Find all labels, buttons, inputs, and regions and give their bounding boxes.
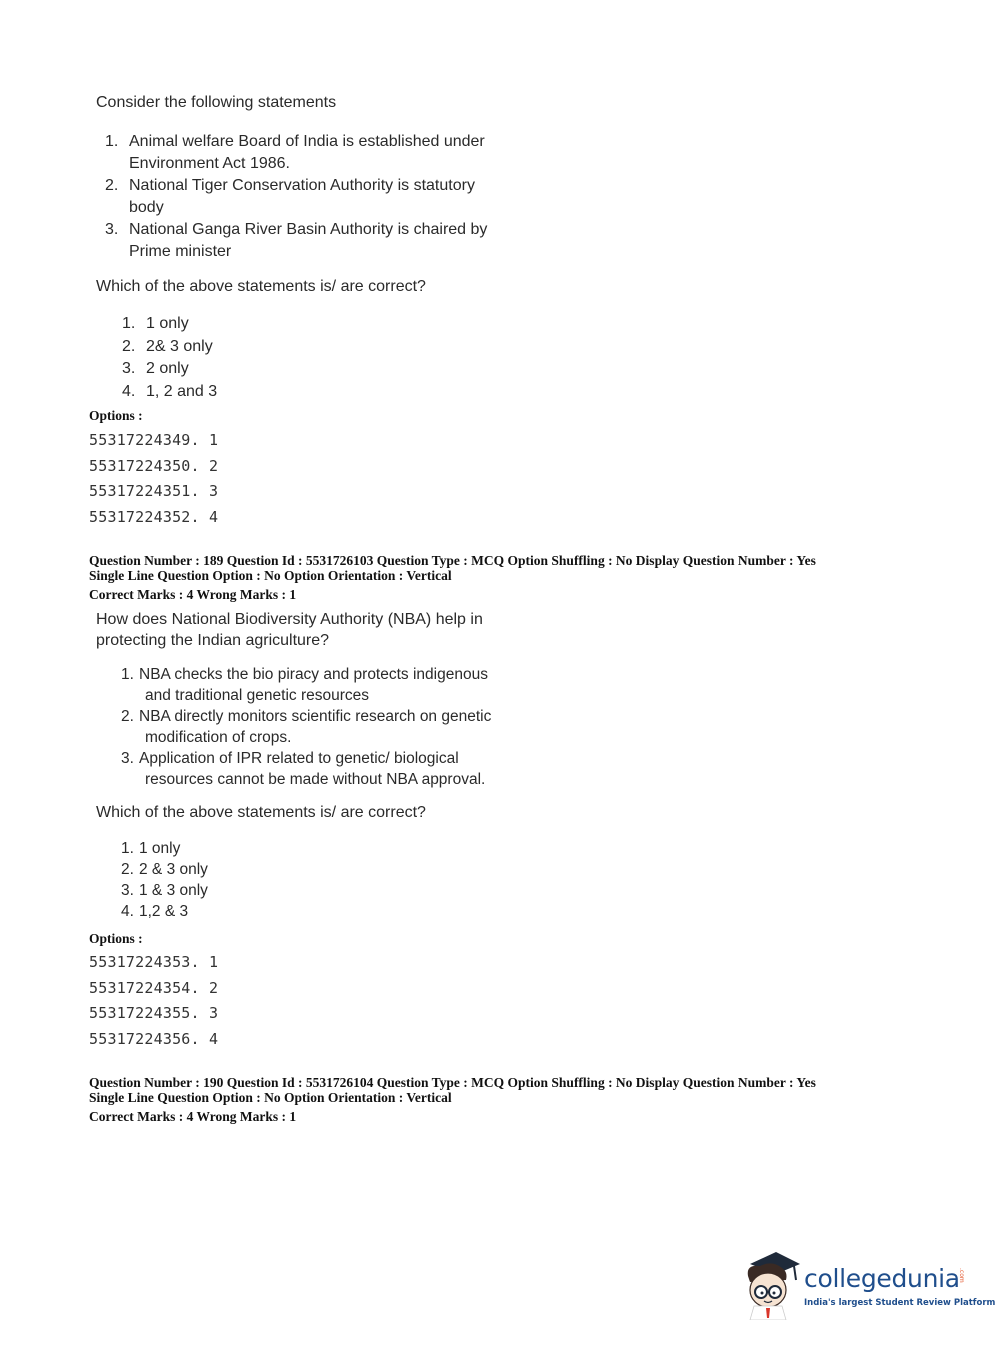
logo-dotcom: .com (958, 1268, 965, 1283)
question-meta-line: Single Line Question Option : No Option Orientation : Vertical (89, 1090, 452, 1105)
list-item-continuation: resources cannot be made without NBA approval. (145, 771, 486, 788)
list-item-continuation: body (129, 199, 164, 216)
question-line: How does National Biodiversity Authority (NBA) help in (96, 611, 483, 628)
list-item-continuation: Environment Act 1986. (129, 155, 290, 172)
option-row: 55317224353. 1 (89, 953, 219, 971)
question-meta-line: Single Line Question Option : No Option Orientation : Vertical (89, 568, 452, 583)
list-item-continuation: and traditional genetic resources (145, 687, 370, 704)
q188-intro: Consider the following statements (96, 94, 337, 111)
q188-statements (105, 131, 487, 263)
logo-tagline: India's largest Student Review Platform (804, 1298, 996, 1308)
list-item: 3. Application of IPR related to genetic/ biological (121, 750, 459, 767)
logo-wordmark: collegedunia (804, 1264, 960, 1293)
option-row: 55317224351. 3 (89, 482, 219, 500)
q189-options (89, 950, 218, 1052)
question-meta-line: Question Number : 189 Question Id : 5531726103 Question Type : MCQ Option Shuffling : No Display Question Number : Yes (89, 553, 816, 568)
list-item-continuation: modification of crops. (145, 729, 292, 746)
list-item: 2. NBA directly monitors scientific research on genetic (121, 708, 492, 725)
q189-meta (89, 553, 816, 583)
list-item-continuation: Prime minister (129, 243, 232, 260)
q188-choices (122, 313, 217, 403)
choice-item: 1. 1 only (121, 840, 181, 857)
choice-item: 2. 2& 3 only (122, 337, 213, 355)
q190-meta (89, 1075, 816, 1105)
list-item: 2. National Tiger Conservation Authority is statutory (105, 177, 475, 194)
choice-item: 4. 1, 2 and 3 (122, 382, 218, 400)
student-mascot-icon (742, 1250, 802, 1320)
choice-item: 4. 1,2 & 3 (121, 903, 189, 920)
choice-item: 1. 1 only (122, 315, 189, 332)
option-row: 55317224350. 2 (89, 456, 219, 475)
question-line: protecting the Indian agriculture? (96, 632, 330, 649)
q188-options (89, 428, 218, 530)
option-row: 55317224356. 4 (89, 1029, 219, 1048)
choice-item: 3. 1 & 3 only (121, 882, 208, 899)
q188-options-label: Options : (89, 408, 143, 423)
q189-statements (121, 664, 491, 790)
q190-marks: Correct Marks : 4 Wrong Marks : 1 (89, 1109, 297, 1124)
q189-ask: Which of the above statements is/ are correct? (96, 804, 426, 821)
list-item: 3. National Ganga River Basin Authority is chaired by (105, 221, 488, 238)
list-item: 1. Animal welfare Board of India is established under (105, 133, 485, 150)
q189-options-label: Options : (89, 931, 143, 946)
collegedunia-logo (742, 1250, 996, 1320)
q189-choices (121, 838, 208, 922)
question-meta-line: Question Number : 190 Question Id : 5531726104 Question Type : MCQ Option Shuffling : No Display Question Number : Yes (89, 1075, 816, 1090)
q188-ask: Which of the above statements is/ are correct? (96, 278, 426, 295)
q189-question (96, 609, 483, 651)
option-row: 55317224352. 4 (89, 507, 219, 526)
option-row: 55317224355. 3 (89, 1004, 219, 1022)
list-item: 1. NBA checks the bio piracy and protects indigenous (121, 666, 488, 683)
q189-marks: Correct Marks : 4 Wrong Marks : 1 (89, 587, 297, 602)
option-row: 55317224349. 1 (89, 431, 219, 449)
option-row: 55317224354. 2 (89, 978, 219, 997)
choice-item: 3. 2 only (122, 360, 189, 377)
choice-item: 2. 2 & 3 only (121, 861, 208, 878)
